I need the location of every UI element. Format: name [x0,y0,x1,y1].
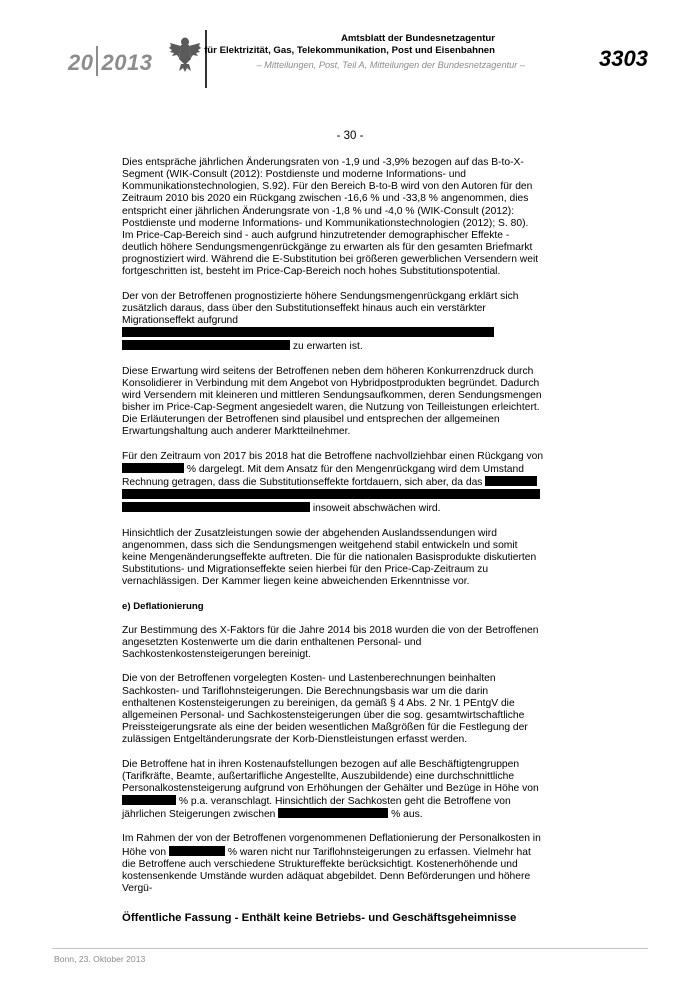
gazette-page-number: 3303 [599,46,648,71]
paragraph: Die von der Betroffenen vorgelegten Kosten- und Lastenberechnungen beinhalten Sachkosten- und Tariflohnsteigerungen. Die Berechnungsbasis war um die darin enthaltenen Kostensteigerungen zu bereinigen, da gemäß § 4 Abs. 2 Nr. 1 PEntgV die allgemeinen Personal- und Sachkostensteigerungen über die sog. gesamtwirtschaftliche Preissteigerungsrate als eine der beiden wesentlichen Maßgrößen für die Festlegung der zulässigen Entgeltänderungsrate der Korb-Dienstleistungen erfasst werden. [122,673,528,746]
footer-divider [52,948,648,949]
redaction-bar [122,340,290,350]
paragraph-text: insoweit abschwächen wird. [312,503,441,515]
redaction-bar [122,489,540,499]
paragraph-text: Im Rahmen der von der Betroffenen vorgenommenen Deflationierung der Personalkosten in Höhe von [122,833,541,858]
redaction-bar [122,502,310,512]
paragraph-text: % aus. [391,809,423,821]
gazette-subtitle: – Mitteilungen, Post, Teil A, Mitteilungen der Bundesnetzagentur – [256,60,525,70]
gazette-title-line1: Amtsblatt der Bundesnetzagentur [340,33,495,44]
paragraph-text: Für den Zeitraum von 2017 bis 2018 hat die Betroffene nachvollziehbar einen Rückgang von [122,450,544,462]
paragraph: Diese Erwartung wird seitens der Betroffenen neben dem höheren Konkurrenzdruck durch Konsolidierer in Verbindung mit dem Angebot von Hybridpostprodukten begründet. Dadurch wird Versendern mit kleineren und mittleren Sendungsaufkommen, deren Sendungsmengen bisher im Price-Cap-Segment angesiedelt waren, die Nutzung von Teilleistungen erleichtert. Die Erläuterungen der Betroffenen sind plausibel und entsprechen der allgemeinen Erwartungshaltung auch anderer Marktteilnehmer. [122,365,542,438]
document-page-marker: - 30 - [336,130,364,142]
paragraph [122,291,544,354]
gazette-title-line2: für Elektrizität, Gas, Telekommunikation, Post und Eisenbahnen [204,44,495,56]
paragraph-text: % p.a. veranschlagt. Hinsichtlich der Sachkosten geht die Betroffene von jährlichen Steigerungen zwischen [122,796,511,821]
paragraph-text: % waren nicht nur Tariflohnsteigerungen zu erfassen. Vielmehr hat die Betroffene auch verschiedene Struktureffekte berücksichtigt. Kostenerhöhende und kostensenkende Umstände wurden adäquat abgebildet. Denn Beförderungen und höhere Vergü- [122,846,531,895]
issue-year: 2013 [101,50,153,75]
paragraph [122,759,544,822]
paragraph-text: % dargelegt. Mit dem Ansatz für den Mengenrückgang wird dem Umstand Rechnung getragen, dass die Substitutionseffekte fortdauern, sich aber, da das [122,463,524,489]
paragraph [122,451,544,516]
issue-separator [96,46,98,76]
paragraph: Im Price-Cap-Bereich sind - auch aufgrund hinzutretender demographischer Effekte - deutlich höhere Sendungsmengenrückgänge zu erwarten als für den gesamten Briefmarkt prognostiziert wird. Während die E-Substitution bei größeren gewerblichen Versendern weit fortgeschritten ist, besteht im Price-Cap-Bereich noch hohes Substitutionspotential. [122,229,539,278]
paragraph [122,833,544,895]
redaction-bar [169,846,225,856]
paragraph: Zur Bestimmung des X-Faktors für die Jahre 2014 bis 2018 wurden die von der Betroffenen angesetzten Kostenwerte um die darin enthaltenen Personal- und Sachkostenkostensteigerungen bereinigt. [122,624,539,661]
paragraph-text: Die Betroffene hat in ihren Kostenaufstellungen bezogen auf alle Beschäftigtengruppen (Tarifkräfte, Beamte, außertarifliche Angestellte, Auszubildende) eine durchschnittliche Personalkostensteigerung aufgrund von Erhöhungen der Gehälter und Bezüge in Höhe von [122,758,539,794]
issue-label [68,46,152,76]
section-heading: e) Deflationierung [122,600,204,612]
place-date: Bonn, 23. Oktober 2013 [54,954,146,964]
paragraph-text: Der von der Betroffenen prognostizierte höhere Sendungsmengenrückgang erklärt sich zusätzlich daraus, dass über den Substitutionseffekt hinaus auch ein verstärkter Migrationseffekt aufgrund [122,290,519,327]
redaction-bar [485,476,537,486]
document-body [122,157,544,907]
public-version-note: Öffentliche Fassung - Enthält keine Betriebs- und Geschäftsgeheimnisse [122,912,517,924]
redaction-bar [278,808,388,818]
redaction-bar [122,795,176,805]
paragraph: Dies entspräche jährlichen Änderungsraten von -1,9 und -3,9% bezogen auf das B-to-X-Segment (WIK-Consult (2012): Postdienste und moderne Informations- und Kommunikationstechnologien, S.92). Für den Bereich B-to-B wird von den Autoren für den Zeitraum 2010 bis 2020 ein Rückgang zwischen -16,6 % und -33,8 % angenommen, dies entspricht einer jährlichen Änderungsrate von -1,8 % und -4,0 % (WIK-Consult (2012): Postdienste und moderne Informations- und Kommunikationstechnologien (2012); S. 80). [122,157,533,229]
redaction-bar [122,463,184,473]
paragraph-text: zu erwarten ist. [292,341,363,353]
issue-number: 20 [68,50,94,75]
redaction-bar [122,327,494,337]
federal-eagle-icon [168,33,202,73]
gazette-title [204,33,495,56]
paragraph: Hinsichtlich der Zusatzleistungen sowie der abgehenden Auslandssendungen wird angenommen, dass sich die Sendungsmengen weitgehend stabil entwickeln und somit keine Mengenänderungseffekte auftreten. Die für die nationalen Basisprodukte diskutierten Substitutions- und Migrationseffekte seien hierbei für den Price-Cap-Zeitraum zu vernachlässigen. Der Kammer liegen keine abweichenden Erkenntnisse vor. [122,527,537,588]
